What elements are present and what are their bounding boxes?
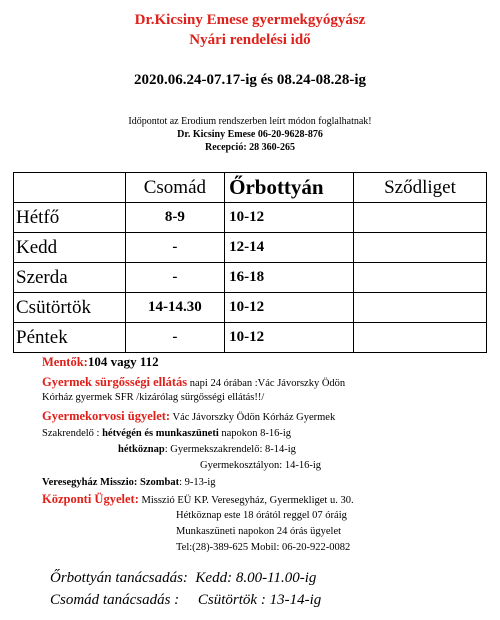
csomad-cell: -: [125, 263, 224, 293]
szodliget-cell: [354, 323, 487, 353]
header-szodliget: Sződliget: [354, 173, 487, 203]
emergency-text-2: Kórház gyermek SFR /kizárólag sürgősségi ellátás!!/: [42, 392, 265, 403]
doctor-title: Dr.Kicsiny Emese gyermekgyógyász: [134, 12, 366, 28]
date-range: 2020.06.24-07.17-ig és 08.24-08.28-ig: [133, 72, 367, 88]
central-duty-line: [42, 493, 354, 507]
header-day: [14, 173, 126, 203]
header-csomad: Csomád: [125, 173, 224, 203]
day-cell: Hétfő: [14, 203, 126, 233]
duty-text-4: Gyermekosztályon: 14-16-ig: [200, 460, 322, 471]
duty-line-3: [118, 443, 296, 456]
mission-time: : 9-13-ig: [179, 477, 216, 488]
day-cell: Szerda: [14, 263, 126, 293]
central-duty-phone: Tel:(28)-389-625 Mobil: 06-20-922-0082: [176, 542, 351, 553]
schedule-title: Nyári rendelési idő: [189, 32, 311, 48]
duty-text-2a: Szakrendelő :: [42, 428, 103, 439]
central-duty-line-3: [176, 525, 341, 538]
csomad-cell: 14-14.30: [125, 293, 224, 323]
szodliget-cell: [354, 263, 487, 293]
orbottyan-cell: 10-12: [225, 203, 354, 233]
table-row: [14, 323, 487, 353]
emergency-line-2: [42, 391, 264, 404]
central-duty-label: Központi Ügyelet:: [42, 492, 139, 506]
emergency-line: [42, 376, 345, 390]
central-duty-holiday: Munkaszüneti napokon 24 órás ügyelet: [176, 526, 342, 537]
duty-weekday: hétköznap: [118, 444, 165, 455]
csomad-cell: -: [125, 323, 224, 353]
ambulance-line: [42, 355, 159, 370]
central-duty-weekday: Hétköznap este 18 órától reggel 07 óráig: [176, 510, 347, 521]
orbottyan-cell: 10-12: [225, 293, 354, 323]
duty-line-2: [42, 427, 291, 440]
header-orbottyan: Őrbottyán: [225, 173, 354, 203]
mission-label: Veresegyház Misszio:: [42, 477, 140, 488]
duty-text-3: : Gyermekszakrendelő: 8-14-ig: [164, 444, 296, 455]
duty-text-2c: napokon 8-16-ig: [218, 428, 292, 439]
central-duty-line-2: [176, 509, 347, 522]
day-cell: Kedd: [14, 233, 126, 263]
doctor-contact: Dr. Kicsiny Emese 06-20-9628-876: [177, 129, 323, 140]
szodliget-cell: [354, 233, 487, 263]
csomad-cell: 8-9: [125, 203, 224, 233]
duty-line-4: [200, 459, 321, 472]
table-row: [14, 293, 487, 323]
csomad-cell: -: [125, 233, 224, 263]
mission-line: [42, 476, 216, 489]
orbottyan-cell: 10-12: [225, 323, 354, 353]
ambulance-number: 104 vagy 112: [87, 354, 159, 369]
table-row: [14, 263, 487, 293]
central-duty-address: Misszió EÜ KP. Veresegyház, Gyermekliget u. 30.: [138, 495, 354, 506]
orbottyan-cell: 16-18: [225, 263, 354, 293]
booking-note: Időpontot az Erodium rendszerben leírt módon foglalhatnak!: [128, 116, 372, 127]
day-cell: Péntek: [14, 323, 126, 353]
ambulance-label: Mentők:: [42, 355, 88, 369]
day-cell: Csütörtök: [14, 293, 126, 323]
duty-label: Gyermekorvosi ügyelet:: [42, 409, 171, 423]
table-row: [14, 203, 487, 233]
orbottyan-consultation: Őrbottyán tanácsadás: Kedd: 8.00-11.00-ig: [50, 570, 317, 586]
emergency-label: Gyermek sürgősségi ellátás: [42, 375, 188, 389]
schedule-table: [13, 172, 487, 353]
duty-text: Vác Jávorszky Ödön Kórház Gyermek: [170, 412, 336, 423]
table-header-row: [14, 173, 487, 203]
mission-day: Szombat: [139, 477, 180, 488]
csomad-consultation: Csomád tanácsadás : Csütörtök : 13-14-ig: [50, 592, 322, 608]
reception-contact: Recepció: 28 360-265: [205, 142, 295, 153]
central-duty-line-4: [176, 541, 350, 554]
emergency-text: napi 24 órában :Vác Jávorszky Ödön: [187, 378, 346, 389]
duty-weekend: hétvégén és munkaszüneti: [102, 428, 219, 439]
duty-line: [42, 410, 335, 424]
orbottyan-cell: 12-14: [225, 233, 354, 263]
table-row: [14, 233, 487, 263]
szodliget-cell: [354, 293, 487, 323]
szodliget-cell: [354, 203, 487, 233]
